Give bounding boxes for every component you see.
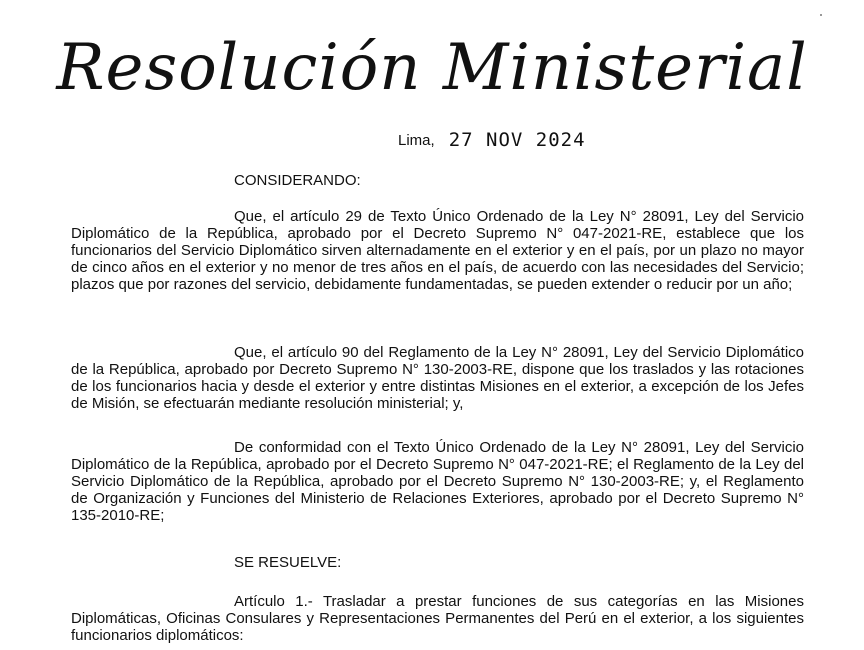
paragraph-3: De conformidad con el Texto Único Ordenado de la Ley N° 28091, Ley del Servicio Diplomático de la República, aprobado por el Decreto Supremo N° 047-2021-RE; el Reglamento de la Ley del Servicio Diplomático de la República, aprobado por el Decreto Supremo N° 130-2003-RE; y, el Reglamento de Organización y Funciones del Ministerio de Relaciones Exteriores, aprobado por el Decreto Supremo N° 135-2010-RE; bbox=[71, 439, 804, 524]
article-1: Artículo 1.- Trasladar a prestar funciones de sus categorías en las Misiones Diplomáticas, Oficinas Consulares y Representaciones Permanentes del Perú en el exterior, a los siguientes funcionarios diplomáticos: bbox=[71, 593, 804, 644]
resolve-heading: SE RESUELVE: bbox=[234, 554, 342, 571]
paragraph-2: Que, el artículo 90 del Reglamento de la Ley N° 28091, Ley del Servicio Diplomático de la República, aprobado por Decreto Supremo N° 130-2003-RE, dispone que los traslados y las rotaciones de los funcionarios hacia y desde el exterior y entre distintas Misiones en el exterior, a excepción de los Jefes de Misión, se efectuarán mediante resolución ministerial; y, bbox=[71, 344, 804, 412]
document-title: Resolución Ministerial bbox=[56, 31, 808, 105]
paragraph-1: Que, el artículo 29 de Texto Único Ordenado de la Ley N° 28091, Ley del Servicio Diplomático de la República, aprobado por el Decreto Supremo N° 047-2021-RE, establece que los funcionarios del Servicio Diplomático sirven alternadamente en el exterior y en el país, por un plazo no mayor de cinco años en el exterior y no menor de tres años en el país, de acuerdo con las necesidades del Servicio; plazos que por razones del servicio, debidamente fundamentadas, se pueden extender o reducir por un año; bbox=[71, 208, 804, 293]
dateline bbox=[398, 128, 586, 150]
date-stamp: 27 NOV 2024 bbox=[448, 129, 586, 151]
considering-heading: CONSIDERANDO: bbox=[234, 172, 361, 189]
place-label: Lima, bbox=[398, 132, 435, 149]
scan-speck bbox=[820, 14, 822, 16]
